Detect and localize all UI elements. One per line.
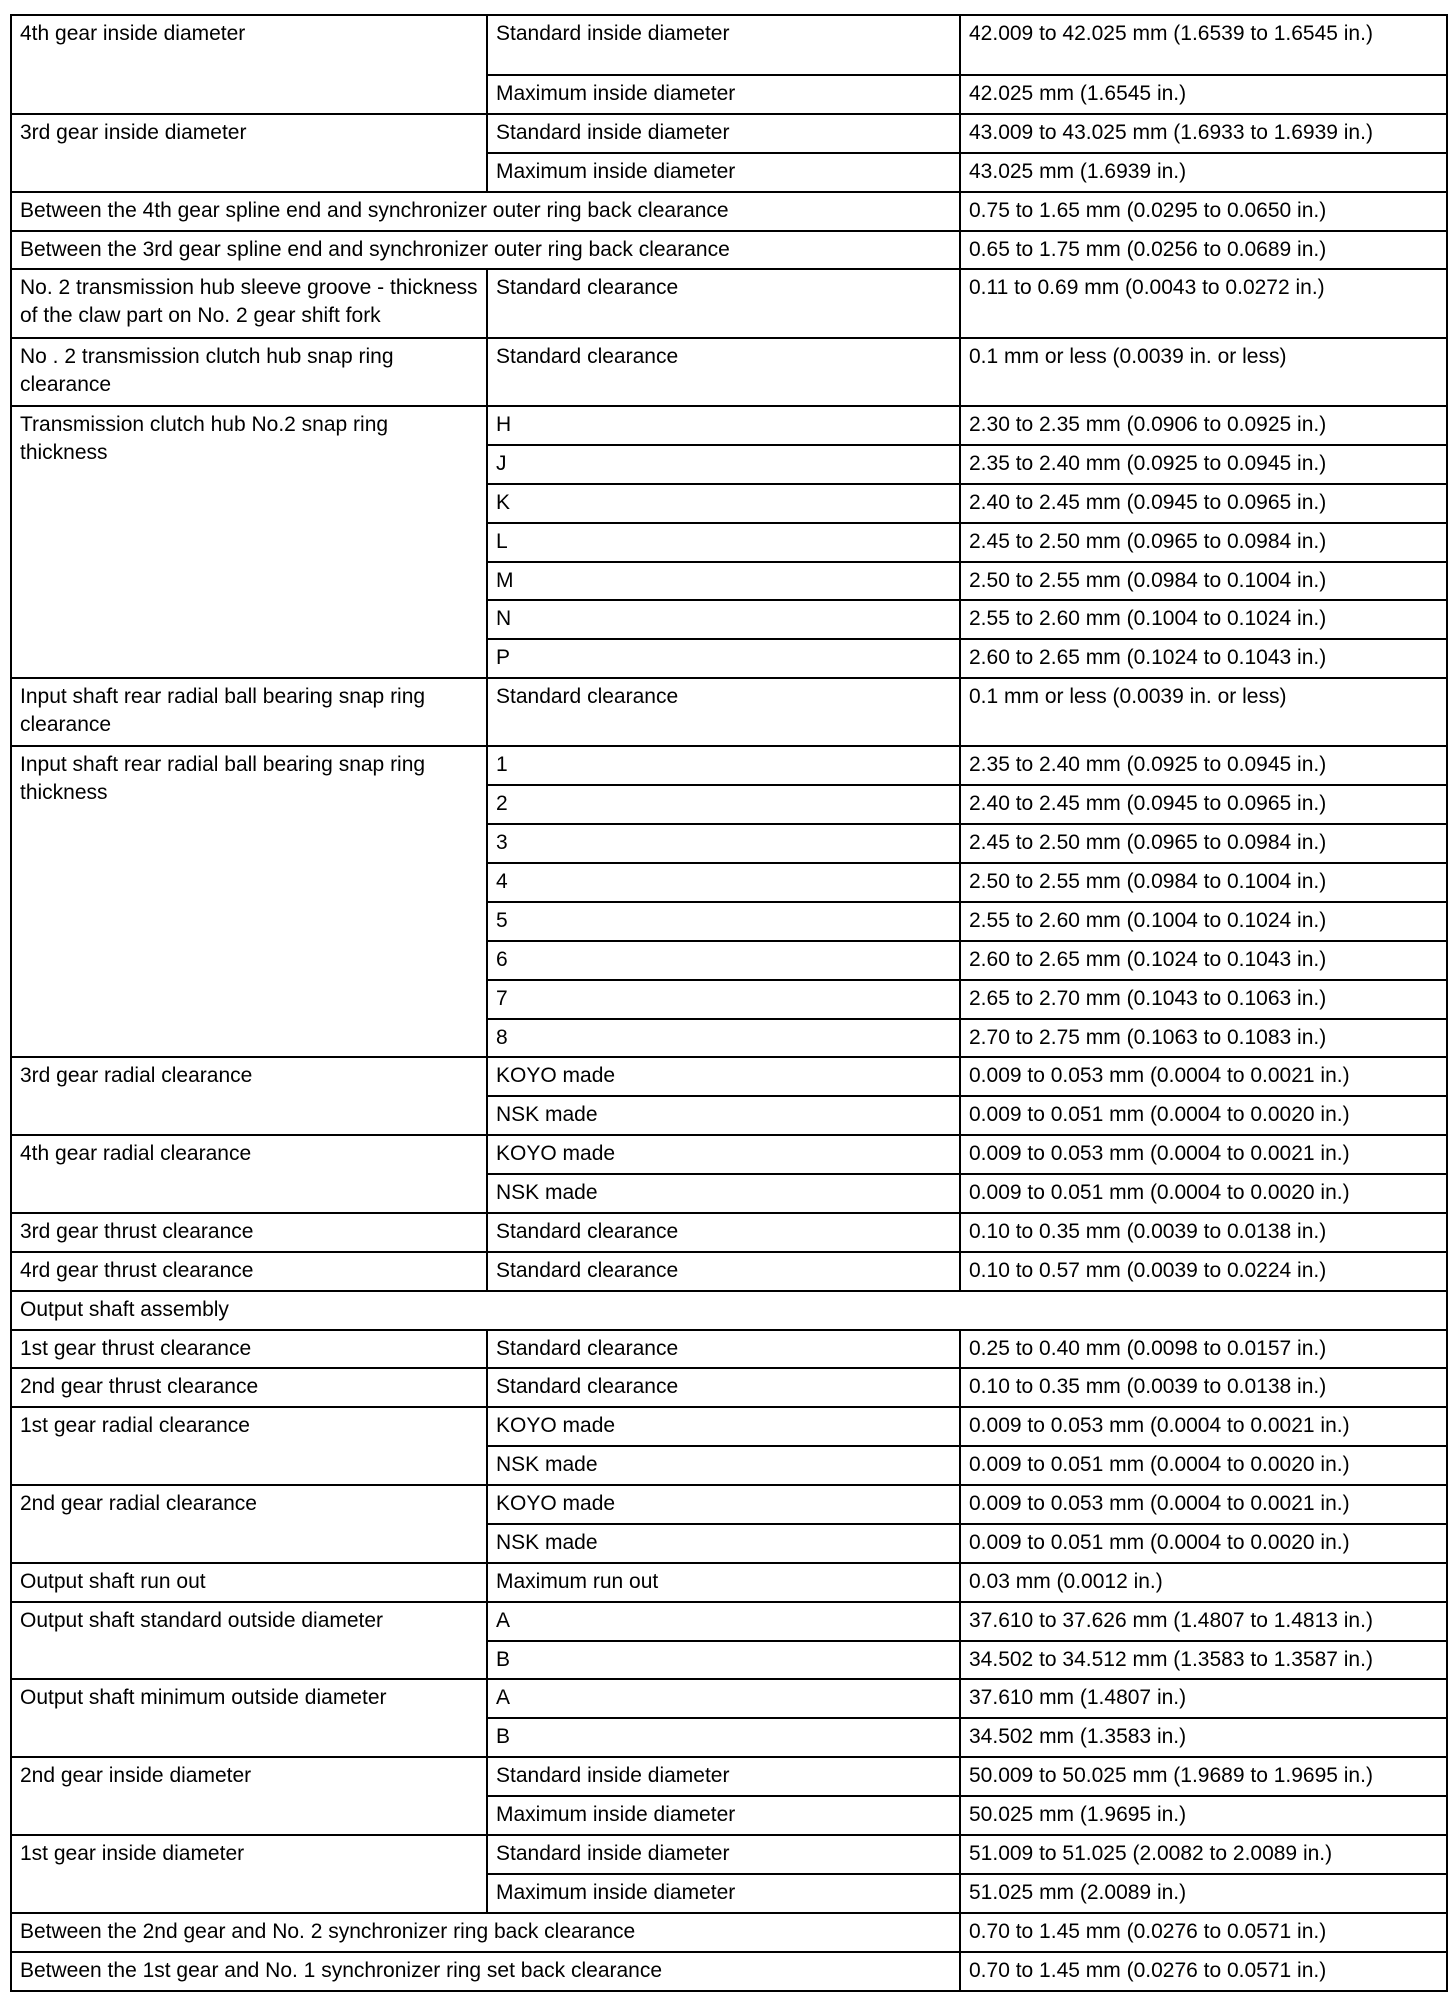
item-cell: 4th gear radial clearance	[11, 1135, 487, 1213]
table-row	[11, 231, 1447, 270]
item-cell: 3rd gear inside diameter	[11, 114, 487, 192]
condition-cell: J	[487, 445, 960, 484]
condition-cell: 6	[487, 941, 960, 980]
item-cell: 2nd gear radial clearance	[11, 1485, 487, 1563]
value-cell: 2.50 to 2.55 mm (0.0984 to 0.1004 in.)	[960, 863, 1447, 902]
value-cell: 34.502 to 34.512 mm (1.3583 to 1.3587 in.)	[960, 1641, 1447, 1680]
item-cell: 4th gear inside diameter	[11, 15, 487, 114]
value-cell: 2.35 to 2.40 mm (0.0925 to 0.0945 in.)	[960, 445, 1447, 484]
value-cell: 2.45 to 2.50 mm (0.0965 to 0.0984 in.)	[960, 523, 1447, 562]
item-cell: 3rd gear thrust clearance	[11, 1213, 487, 1252]
value-cell: 0.009 to 0.053 mm (0.0004 to 0.0021 in.)	[960, 1057, 1447, 1096]
table-row	[11, 1057, 1447, 1096]
value-cell: 2.40 to 2.45 mm (0.0945 to 0.0965 in.)	[960, 785, 1447, 824]
table-row	[11, 406, 1447, 445]
value-cell: 0.009 to 0.051 mm (0.0004 to 0.0020 in.)	[960, 1446, 1447, 1485]
condition-cell: KOYO made	[487, 1057, 960, 1096]
value-cell: 2.60 to 2.65 mm (0.1024 to 0.1043 in.)	[960, 639, 1447, 678]
item-cell: Output shaft minimum outside diameter	[11, 1679, 487, 1757]
condition-cell: 7	[487, 980, 960, 1019]
value-cell: 2.45 to 2.50 mm (0.0965 to 0.0984 in.)	[960, 824, 1447, 863]
value-cell: 43.009 to 43.025 mm (1.6933 to 1.6939 in.)	[960, 114, 1447, 153]
item-cell: 4rd gear thrust clearance	[11, 1252, 487, 1291]
table-row	[11, 15, 1447, 75]
value-cell: 0.65 to 1.75 mm (0.0256 to 0.0689 in.)	[960, 231, 1447, 270]
table-row	[11, 114, 1447, 153]
item-cell: Transmission clutch hub No.2 snap ring thickness	[11, 406, 487, 678]
section-row	[11, 1291, 1447, 1330]
condition-cell: Standard clearance	[487, 1368, 960, 1407]
condition-cell: 3	[487, 824, 960, 863]
value-cell: 43.025 mm (1.6939 in.)	[960, 153, 1447, 192]
item-cell: Input shaft rear radial ball bearing snap ring thickness	[11, 746, 487, 1057]
condition-cell: Standard clearance	[487, 1330, 960, 1369]
table-row	[11, 1407, 1447, 1446]
condition-cell: 8	[487, 1019, 960, 1058]
condition-cell: NSK made	[487, 1096, 960, 1135]
table-row	[11, 1330, 1447, 1369]
table-row	[11, 1213, 1447, 1252]
value-cell: 37.610 mm (1.4807 in.)	[960, 1679, 1447, 1718]
value-cell: 0.03 mm (0.0012 in.)	[960, 1563, 1447, 1602]
item-cell: 1st gear radial clearance	[11, 1407, 487, 1485]
condition-cell: Standard clearance	[487, 269, 960, 337]
condition-cell: Standard clearance	[487, 1213, 960, 1252]
condition-cell: Maximum run out	[487, 1563, 960, 1602]
condition-cell: A	[487, 1602, 960, 1641]
value-cell: 0.10 to 0.35 mm (0.0039 to 0.0138 in.)	[960, 1213, 1447, 1252]
item-cell: 3rd gear radial clearance	[11, 1057, 487, 1135]
condition-cell: NSK made	[487, 1524, 960, 1563]
table-row	[11, 1368, 1447, 1407]
table-row	[11, 1952, 1447, 1991]
condition-cell: Standard inside diameter	[487, 1835, 960, 1874]
specification-table	[10, 14, 1448, 1992]
table-row	[11, 269, 1447, 337]
condition-cell: H	[487, 406, 960, 445]
section-heading: Output shaft assembly	[11, 1291, 1447, 1330]
condition-cell: 1	[487, 746, 960, 785]
condition-cell: Standard inside diameter	[487, 15, 960, 75]
condition-cell: Maximum inside diameter	[487, 153, 960, 192]
value-cell: 2.50 to 2.55 mm (0.0984 to 0.1004 in.)	[960, 562, 1447, 601]
item-cell: Input shaft rear radial ball bearing snap ring clearance	[11, 678, 487, 746]
condition-cell: Standard inside diameter	[487, 1757, 960, 1796]
table-row	[11, 1679, 1447, 1718]
item-cell: 2nd gear thrust clearance	[11, 1368, 487, 1407]
table-row	[11, 678, 1447, 746]
item-cell: Output shaft standard outside diameter	[11, 1602, 487, 1680]
condition-cell: N	[487, 600, 960, 639]
condition-cell: Standard inside diameter	[487, 114, 960, 153]
value-cell: 2.35 to 2.40 mm (0.0925 to 0.0945 in.)	[960, 746, 1447, 785]
value-cell: 51.025 mm (2.0089 in.)	[960, 1874, 1447, 1913]
condition-cell: L	[487, 523, 960, 562]
condition-cell: Standard clearance	[487, 1252, 960, 1291]
condition-cell: KOYO made	[487, 1407, 960, 1446]
condition-cell: 4	[487, 863, 960, 902]
table-row	[11, 1252, 1447, 1291]
value-cell: 0.25 to 0.40 mm (0.0098 to 0.0157 in.)	[960, 1330, 1447, 1369]
value-cell: 2.65 to 2.70 mm (0.1043 to 0.1063 in.)	[960, 980, 1447, 1019]
condition-cell: P	[487, 639, 960, 678]
value-cell: 51.009 to 51.025 (2.0082 to 2.0089 in.)	[960, 1835, 1447, 1874]
table-row	[11, 1135, 1447, 1174]
condition-cell: KOYO made	[487, 1485, 960, 1524]
condition-cell: 5	[487, 902, 960, 941]
table-row	[11, 1485, 1447, 1524]
value-cell: 2.55 to 2.60 mm (0.1004 to 0.1024 in.)	[960, 600, 1447, 639]
value-cell: 42.025 mm (1.6545 in.)	[960, 75, 1447, 114]
value-cell: 0.009 to 0.051 mm (0.0004 to 0.0020 in.)	[960, 1524, 1447, 1563]
item-cell: No . 2 transmission clutch hub snap ring clearance	[11, 338, 487, 406]
item-cell: 1st gear inside diameter	[11, 1835, 487, 1913]
table-row	[11, 1602, 1447, 1641]
table-row	[11, 746, 1447, 785]
table-row	[11, 192, 1447, 231]
value-cell: 2.60 to 2.65 mm (0.1024 to 0.1043 in.)	[960, 941, 1447, 980]
table-row	[11, 1913, 1447, 1952]
value-cell: 42.009 to 42.025 mm (1.6539 to 1.6545 in.)	[960, 15, 1447, 75]
condition-cell: K	[487, 484, 960, 523]
value-cell: 0.009 to 0.053 mm (0.0004 to 0.0021 in.)	[960, 1485, 1447, 1524]
value-cell: 2.40 to 2.45 mm (0.0945 to 0.0965 in.)	[960, 484, 1447, 523]
value-cell: 50.009 to 50.025 mm (1.9689 to 1.9695 in.)	[960, 1757, 1447, 1796]
item-cell: Between the 1st gear and No. 1 synchronizer ring set back clearance	[11, 1952, 960, 1991]
value-cell: 2.70 to 2.75 mm (0.1063 to 0.1083 in.)	[960, 1019, 1447, 1058]
condition-cell: NSK made	[487, 1446, 960, 1485]
item-cell: 1st gear thrust clearance	[11, 1330, 487, 1369]
item-cell: Output shaft run out	[11, 1563, 487, 1602]
condition-cell: KOYO made	[487, 1135, 960, 1174]
value-cell: 37.610 to 37.626 mm (1.4807 to 1.4813 in.)	[960, 1602, 1447, 1641]
condition-cell: Maximum inside diameter	[487, 75, 960, 114]
value-cell: 2.55 to 2.60 mm (0.1004 to 0.1024 in.)	[960, 902, 1447, 941]
value-cell: 0.75 to 1.65 mm (0.0295 to 0.0650 in.)	[960, 192, 1447, 231]
condition-cell: 2	[487, 785, 960, 824]
condition-cell: NSK made	[487, 1174, 960, 1213]
item-cell: 2nd gear inside diameter	[11, 1757, 487, 1835]
item-cell: Between the 3rd gear spline end and synchronizer outer ring back clearance	[11, 231, 960, 270]
table-row	[11, 1835, 1447, 1874]
table-row	[11, 1757, 1447, 1796]
condition-cell: B	[487, 1718, 960, 1757]
condition-cell: M	[487, 562, 960, 601]
item-cell: Between the 2nd gear and No. 2 synchronizer ring back clearance	[11, 1913, 960, 1952]
condition-cell: Maximum inside diameter	[487, 1874, 960, 1913]
value-cell: 0.009 to 0.051 mm (0.0004 to 0.0020 in.)	[960, 1174, 1447, 1213]
table-row	[11, 1563, 1447, 1602]
condition-cell: Maximum inside diameter	[487, 1796, 960, 1835]
value-cell: 0.009 to 0.051 mm (0.0004 to 0.0020 in.)	[960, 1096, 1447, 1135]
value-cell: 50.025 mm (1.9695 in.)	[960, 1796, 1447, 1835]
value-cell: 0.70 to 1.45 mm (0.0276 to 0.0571 in.)	[960, 1913, 1447, 1952]
value-cell: 0.1 mm or less (0.0039 in. or less)	[960, 678, 1447, 746]
value-cell: 0.10 to 0.35 mm (0.0039 to 0.0138 in.)	[960, 1368, 1447, 1407]
condition-cell: A	[487, 1679, 960, 1718]
value-cell: 0.009 to 0.053 mm (0.0004 to 0.0021 in.)	[960, 1407, 1447, 1446]
condition-cell: Standard clearance	[487, 678, 960, 746]
table-row	[11, 338, 1447, 406]
value-cell: 0.70 to 1.45 mm (0.0276 to 0.0571 in.)	[960, 1952, 1447, 1991]
item-cell: No. 2 transmission hub sleeve groove - thickness of the claw part on No. 2 gear shift fork	[11, 269, 487, 337]
value-cell: 0.11 to 0.69 mm (0.0043 to 0.0272 in.)	[960, 269, 1447, 337]
item-cell: Between the 4th gear spline end and synchronizer outer ring back clearance	[11, 192, 960, 231]
condition-cell: Standard clearance	[487, 338, 960, 406]
value-cell: 34.502 mm (1.3583 in.)	[960, 1718, 1447, 1757]
value-cell: 2.30 to 2.35 mm (0.0906 to 0.0925 in.)	[960, 406, 1447, 445]
value-cell: 0.10 to 0.57 mm (0.0039 to 0.0224 in.)	[960, 1252, 1447, 1291]
condition-cell: B	[487, 1641, 960, 1680]
value-cell: 0.009 to 0.053 mm (0.0004 to 0.0021 in.)	[960, 1135, 1447, 1174]
value-cell: 0.1 mm or less (0.0039 in. or less)	[960, 338, 1447, 406]
